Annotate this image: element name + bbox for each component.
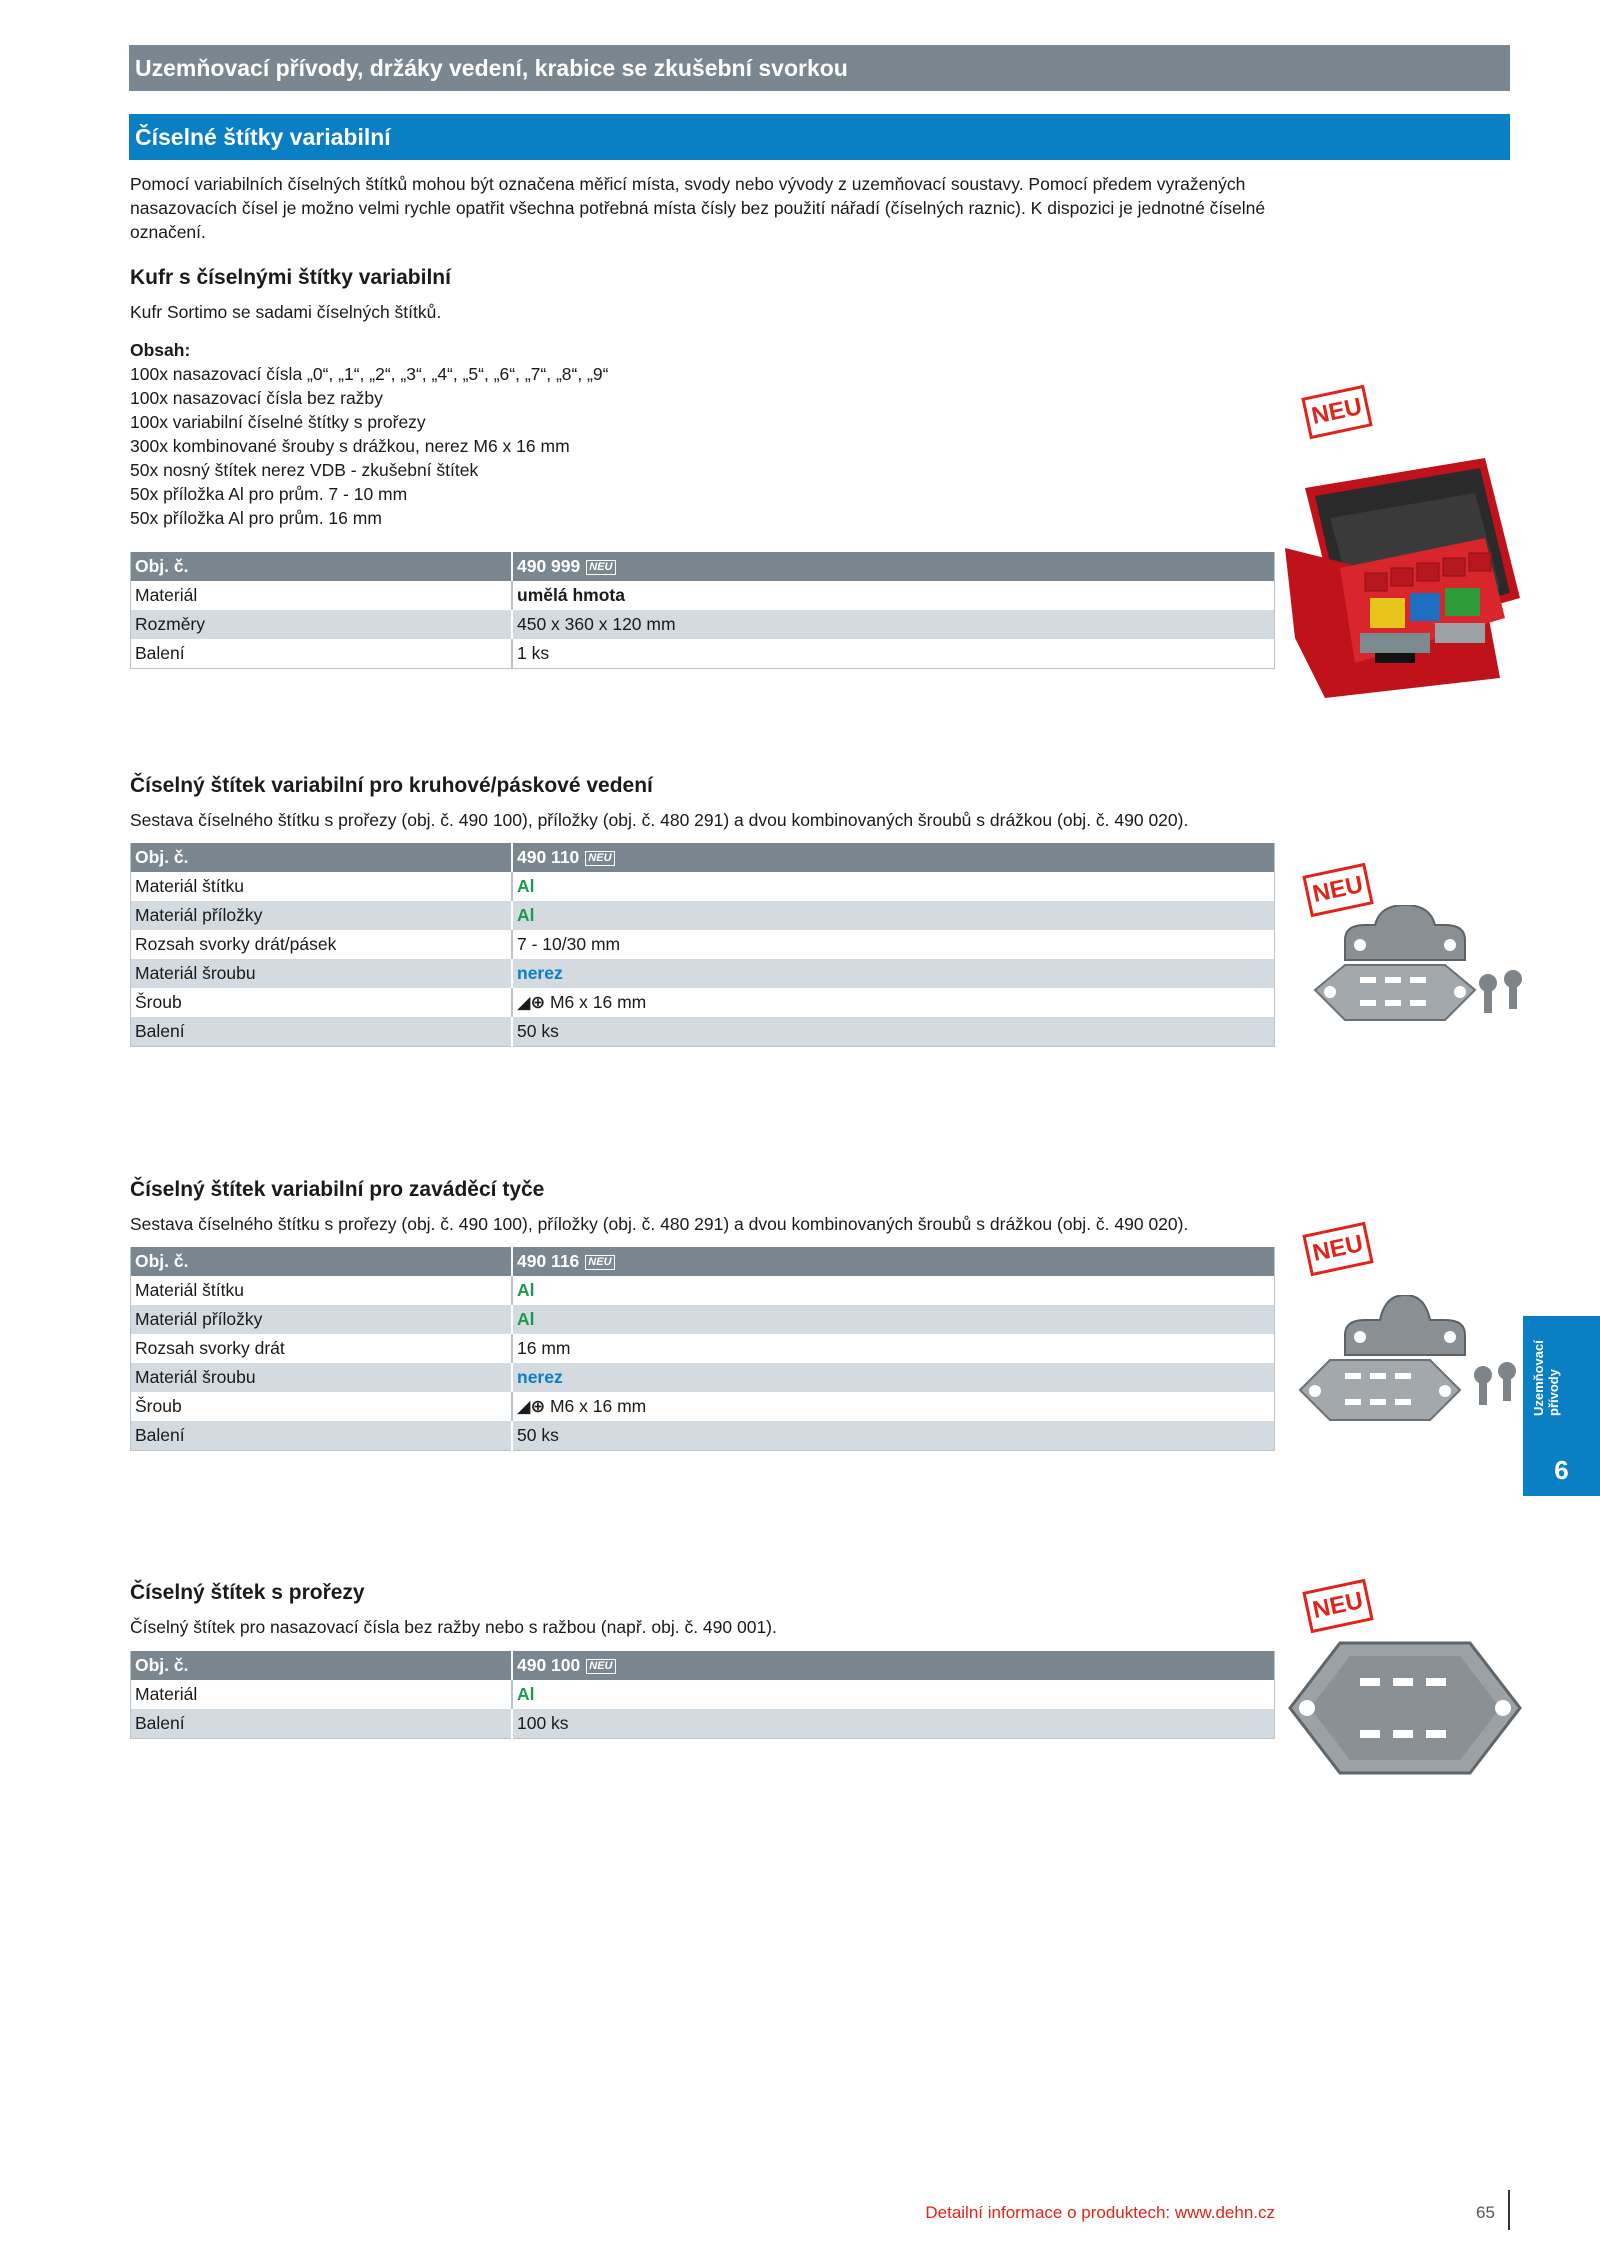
contents-item: 100x variabilní číselné štítky s prořezy [130,412,426,432]
row-label: Rozsah svorky drát [131,1334,513,1363]
number-plate-set-image [1285,905,1525,1040]
table-row [131,988,1275,1017]
number-plate-image [1285,1638,1525,1778]
spec-table [130,843,1275,1047]
table-row [131,1276,1275,1305]
row-value-text: M6 x 16 mm [549,992,647,1012]
row-label: Materiál [131,1680,513,1709]
row-value [512,988,1275,1017]
number-plate-set-image [1285,1295,1525,1435]
table-header-row [131,1651,1275,1680]
order-label: Obj. č. [131,843,513,872]
product-title: Kufr s číselnými štítky variabilní [130,266,451,289]
product-title: Číselný štítek variabilní pro zaváděcí tyče [130,1178,545,1201]
table-row [131,1709,1275,1739]
row-value: 50 ks [512,1421,1275,1451]
row-value: Al [517,1684,535,1704]
contents-item: 50x nosný štítek nerez VDB - zkušební štítek [130,460,479,480]
row-value: 7 - 10/30 mm [517,934,621,954]
order-number: 490 110 [517,847,580,867]
row-value: nerez [512,959,1275,988]
chapter-side-tab [1523,1316,1600,1496]
table-row [131,1680,1275,1709]
table-header-row [131,1247,1275,1276]
row-value: 450 x 360 x 120 mm [512,610,1275,639]
row-value: 16 mm [517,1338,571,1358]
neu-badge: NEU [586,560,615,575]
row-value: 100 ks [512,1709,1275,1739]
neu-stamp: NEU [1302,1222,1373,1276]
row-label: Rozměry [131,610,513,639]
screw-slot-icon: ◢⊕ [517,1396,550,1416]
row-label: Rozsah svorky drát/pásek [131,930,513,959]
order-number-cell [512,552,1275,581]
intro-text: Pomocí variabilních číselných štítků mohou být označena měřicí místa, svody nebo vývody z uzemňovací soustavy. Pomocí předem vyražených nasazovacích čísel je možno velmi rychle opatřit všechna potřebná místa čísly bez použití nářadí (číselných raznic). K dispozici je jednotné číselné označení. [130,174,1266,242]
sortimo-case-image [1285,448,1525,708]
order-number-cell [512,1651,1275,1680]
order-number-cell [512,1247,1275,1276]
row-value [512,1392,1275,1421]
table-row [131,959,1275,988]
table-row [131,930,1275,959]
row-label: Balení [131,1709,513,1739]
neu-stamp: NEU [1302,863,1373,917]
product-case-section [130,265,1275,530]
page-number: 65 [1476,2203,1495,2222]
order-label: Obj. č. [131,1247,513,1276]
row-value: Al [517,1280,535,1300]
row-label: Materiál [131,581,513,610]
table-header-row [131,843,1275,872]
table-row [131,639,1275,669]
row-label: Materiál šroubu [131,1363,513,1392]
order-number: 490 116 [517,1251,580,1271]
row-value: Al [517,876,535,896]
order-label: Obj. č. [131,552,513,581]
contents-item: 50x příložka Al pro prům. 7 - 10 mm [130,484,408,504]
product-description: Kufr Sortimo se sadami číselných štítků. [130,302,442,322]
order-number-cell [512,843,1275,872]
neu-stamp: NEU [1302,1579,1373,1633]
row-value: 50 ks [512,1017,1275,1047]
table-row [131,901,1275,930]
contents-item: 300x kombinované šrouby s drážkou, nerez M6 x 16 mm [130,436,570,456]
row-label: Balení [131,639,513,669]
row-value: nerez [512,1363,1275,1392]
contents-item: 50x příložka Al pro prům. 16 mm [130,508,382,528]
side-tab-label: Uzemňovací přívody [1531,1340,1561,1416]
row-label: Materiál příložky [131,1305,513,1334]
contents-label: Obsah: [130,340,191,360]
table-row [131,581,1275,610]
row-label: Materiál šroubu [131,959,513,988]
spec-table [130,1247,1275,1451]
neu-stamp: NEU [1301,385,1372,439]
table-row [131,1363,1275,1392]
product-description: Číselný štítek pro nasazovací čísla bez ražby nebo s ražbou (např. obj. č. 490 001). [130,1617,777,1637]
table-row [131,872,1275,901]
product-wire-tape-section [130,773,1275,832]
section-title: Číselné štítky variabilní [129,114,1510,160]
order-label: Obj. č. [131,1651,513,1680]
row-label: Materiál štítku [131,1276,513,1305]
row-label: Materiál štítku [131,872,513,901]
table-row [131,1334,1275,1363]
row-label: Šroub [131,1392,513,1421]
contents-list [130,362,1275,530]
footer-divider [1508,2190,1510,2230]
product-description: Sestava číselného štítku s prořezy (obj. č. 490 100), příložky (obj. č. 480 291) a dvou kombinovaných šroubů s drážkou (obj. č. 490 020). [130,810,1189,830]
contents-item: 100x nasazovací čísla „0“, „1“, „2“, „3“, „4“, „5“, „6“, „7“, „8“, „9“ [130,364,609,384]
table-row [131,1392,1275,1421]
row-value: Al [512,1305,1275,1334]
product-title: Číselný štítek variabilní pro kruhové/páskové vedení [130,774,653,797]
row-value-text: M6 x 16 mm [549,1396,647,1416]
row-value: Al [512,901,1275,930]
row-value: umělá hmota [517,585,625,605]
table-row [131,1421,1275,1451]
neu-badge: NEU [586,1659,615,1674]
row-label: Balení [131,1421,513,1451]
table-header-row [131,552,1275,581]
product-description: Sestava číselného štítku s prořezy (obj. č. 490 100), příložky (obj. č. 480 291) a dvou kombinovaných šroubů s drážkou (obj. č. 490 020). [130,1214,1189,1234]
order-number: 490 999 [517,556,581,576]
screw-slot-icon: ◢⊕ [517,992,550,1012]
footer-link[interactable]: Detailní informace o produktech: www.dehn.cz [925,2203,1275,2222]
neu-badge: NEU [585,1255,614,1270]
chapter-title: Uzemňovací přívody, držáky vedení, krabice se zkušební svorkou [129,45,1510,91]
neu-badge: NEU [585,851,614,866]
product-rod-section [130,1177,1275,1236]
product-plate-section [130,1580,1275,1639]
side-tab-number: 6 [1554,1455,1569,1485]
row-value: 1 ks [517,643,550,663]
spec-table [130,552,1275,669]
order-number: 490 100 [517,1655,581,1675]
row-label: Šroub [131,988,513,1017]
contents-item: 100x nasazovací čísla bez ražby [130,388,383,408]
product-title: Číselný štítek s prořezy [130,1581,365,1604]
table-row [131,610,1275,639]
row-label: Materiál příložky [131,901,513,930]
spec-table [130,1651,1275,1739]
row-label: Balení [131,1017,513,1047]
table-row [131,1017,1275,1047]
table-row [131,1305,1275,1334]
